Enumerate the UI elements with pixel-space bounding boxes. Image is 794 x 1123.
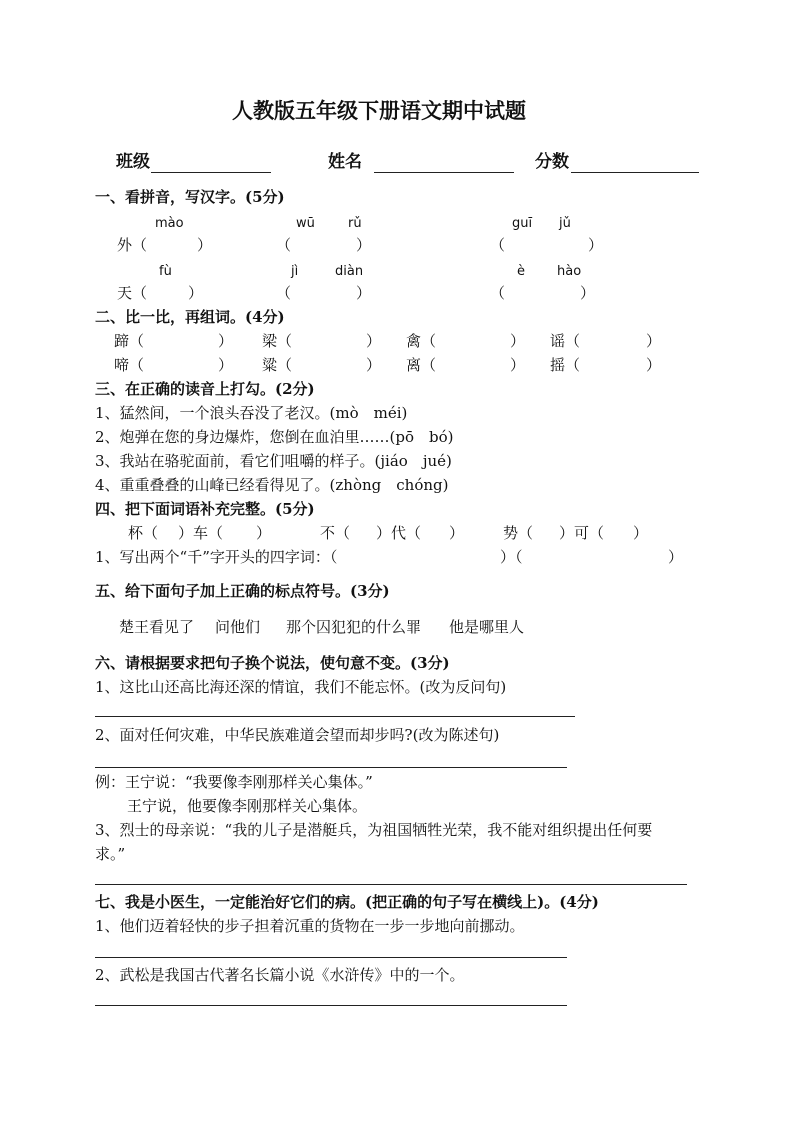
- example-line: 例：王宁说：“我要像李刚那样关心集体。”: [95, 773, 373, 791]
- section4-heading: 四、把下面词语补充完整。(5分): [95, 500, 315, 518]
- pinyin: wū: [296, 216, 315, 231]
- idiom-blank-close: ）: [256, 524, 272, 542]
- compare-blank[interactable]: 禽（: [406, 332, 437, 350]
- pinyin: jǔ: [559, 216, 571, 231]
- class-label: 班级: [116, 152, 150, 172]
- question-item: 2、炮弹在您的身边爆炸，您倒在血泊里……(pō bó): [95, 428, 454, 446]
- answer-blank[interactable]: （: [490, 284, 506, 302]
- pinyin: jì: [291, 264, 299, 279]
- compare-blank-close: ）: [366, 356, 382, 374]
- question-item: 2、武松是我国古代著名长篇小说《水浒传》中的一个。: [95, 966, 465, 984]
- idiom-blank[interactable]: ）车（: [178, 524, 224, 542]
- idiom-blank-close: ）: [449, 524, 465, 542]
- compare-blank-close: ）: [510, 332, 526, 350]
- compare-blank[interactable]: 谣（: [550, 332, 581, 350]
- score-label: 分数: [535, 152, 569, 172]
- section1-heading: 一、看拼音，写汉字。(5分): [95, 188, 285, 206]
- answer-blank[interactable]: 天（: [117, 284, 148, 302]
- section6-heading: 六、请根据要求把句子换个说法，使句意不变。(3分): [95, 654, 450, 672]
- answer-line[interactable]: [95, 767, 567, 768]
- compare-blank[interactable]: 梁（: [262, 332, 293, 350]
- pinyin: diàn: [335, 264, 364, 279]
- compare-blank-close: ）: [218, 356, 234, 374]
- compare-blank[interactable]: 离（: [406, 356, 437, 374]
- answer-blank[interactable]: （: [276, 284, 292, 302]
- sentence-part: 那个囚犯犯的什么罪: [286, 618, 422, 636]
- pinyin: fù: [159, 264, 172, 279]
- pinyin: rǔ: [348, 216, 362, 231]
- answer-line[interactable]: [95, 1005, 567, 1006]
- question-item: 1、猛然间，一个浪头吞没了老汉。(mò méi): [95, 404, 408, 422]
- idiom-blank[interactable]: 杯（: [128, 524, 159, 542]
- answer-blank[interactable]: （: [490, 236, 506, 254]
- pinyin: mào: [155, 216, 184, 231]
- idiom-blank[interactable]: 势（: [503, 524, 534, 542]
- question-item: 4、重重叠叠的山峰已经看得见了。(zhòng chóng): [95, 476, 449, 494]
- answer-blank-close: ）: [188, 284, 204, 302]
- answer-line[interactable]: [95, 957, 567, 958]
- pinyin: guī: [512, 216, 533, 231]
- compare-blank[interactable]: 摇（: [550, 356, 581, 374]
- question-item: 2、面对任何灾难，中华民族难道会望而却步吗?(改为陈述句): [95, 726, 500, 744]
- score-field[interactable]: [571, 172, 699, 173]
- compare-blank-close: ）: [646, 332, 662, 350]
- question-item: 1、他们迈着轻快的步子担着沉重的货物在一步一步地向前挪动。: [95, 917, 525, 935]
- section2-heading: 二、比一比，再组词。(4分): [95, 308, 285, 326]
- sentence-part: 楚王看见了: [119, 618, 195, 636]
- compare-blank[interactable]: 粱（: [262, 356, 293, 374]
- question-item: 3、烈士的母亲说：“我的儿子是潜艇兵，为祖国牺牲光荣，我不能对组织提出任何要: [95, 821, 653, 839]
- compare-blank-close: ）: [218, 332, 234, 350]
- section7-heading: 七、我是小医生，一定能治好它们的病。(把正确的句子写在横线上)。(4分): [95, 893, 599, 911]
- idiom-blank[interactable]: 不（: [320, 524, 351, 542]
- answer-line[interactable]: [95, 884, 687, 885]
- answer-blank-close: ）: [668, 548, 684, 566]
- compare-blank-close: ）: [646, 356, 662, 374]
- idiom-blank[interactable]: ）可（: [559, 524, 605, 542]
- question-item: 1、写出两个“千”字开头的四字词：（: [95, 548, 338, 566]
- question-item: 3、我站在骆驼面前，看它们咀嚼的样子。(jiáo jué): [95, 452, 452, 470]
- answer-blank[interactable]: （: [276, 236, 292, 254]
- answer-blank-close: ）: [580, 284, 596, 302]
- compare-blank-close: ）: [366, 332, 382, 350]
- class-field[interactable]: [151, 172, 271, 173]
- section3-heading: 三、在正确的读音上打勾。(2分): [95, 380, 315, 398]
- question-item: 1、这比山还高比海还深的情谊，我们不能忘怀。(改为反问句): [95, 678, 507, 696]
- idiom-blank-close: ）: [633, 524, 649, 542]
- answer-blank-close: ）: [588, 236, 604, 254]
- name-field[interactable]: [374, 172, 514, 173]
- sentence-part: 问他们: [215, 618, 261, 636]
- idiom-blank[interactable]: ）代（: [376, 524, 422, 542]
- answer-blank[interactable]: ）（: [500, 548, 523, 566]
- section5-heading: 五、给下面句子加上正确的标点符号。(3分): [95, 582, 390, 600]
- example-line: 王宁说，他要像李刚那样关心集体。: [127, 797, 368, 815]
- pinyin: è: [517, 264, 525, 279]
- answer-blank-close: ）: [356, 236, 372, 254]
- sentence-part: 他是哪里人: [449, 618, 525, 636]
- compare-blank-close: ）: [510, 356, 526, 374]
- question-item-continued: 求。”: [95, 845, 126, 863]
- compare-blank[interactable]: 啼（: [114, 356, 145, 374]
- answer-blank-close: ）: [197, 236, 213, 254]
- answer-blank[interactable]: 外（: [117, 236, 148, 254]
- answer-blank-close: ）: [356, 284, 372, 302]
- answer-line[interactable]: [95, 716, 575, 717]
- name-label: 姓名: [328, 152, 362, 172]
- compare-blank[interactable]: 蹄（: [114, 332, 145, 350]
- page-title: 人教版五年级下册语文期中试题: [232, 98, 526, 123]
- pinyin: hào: [557, 264, 582, 279]
